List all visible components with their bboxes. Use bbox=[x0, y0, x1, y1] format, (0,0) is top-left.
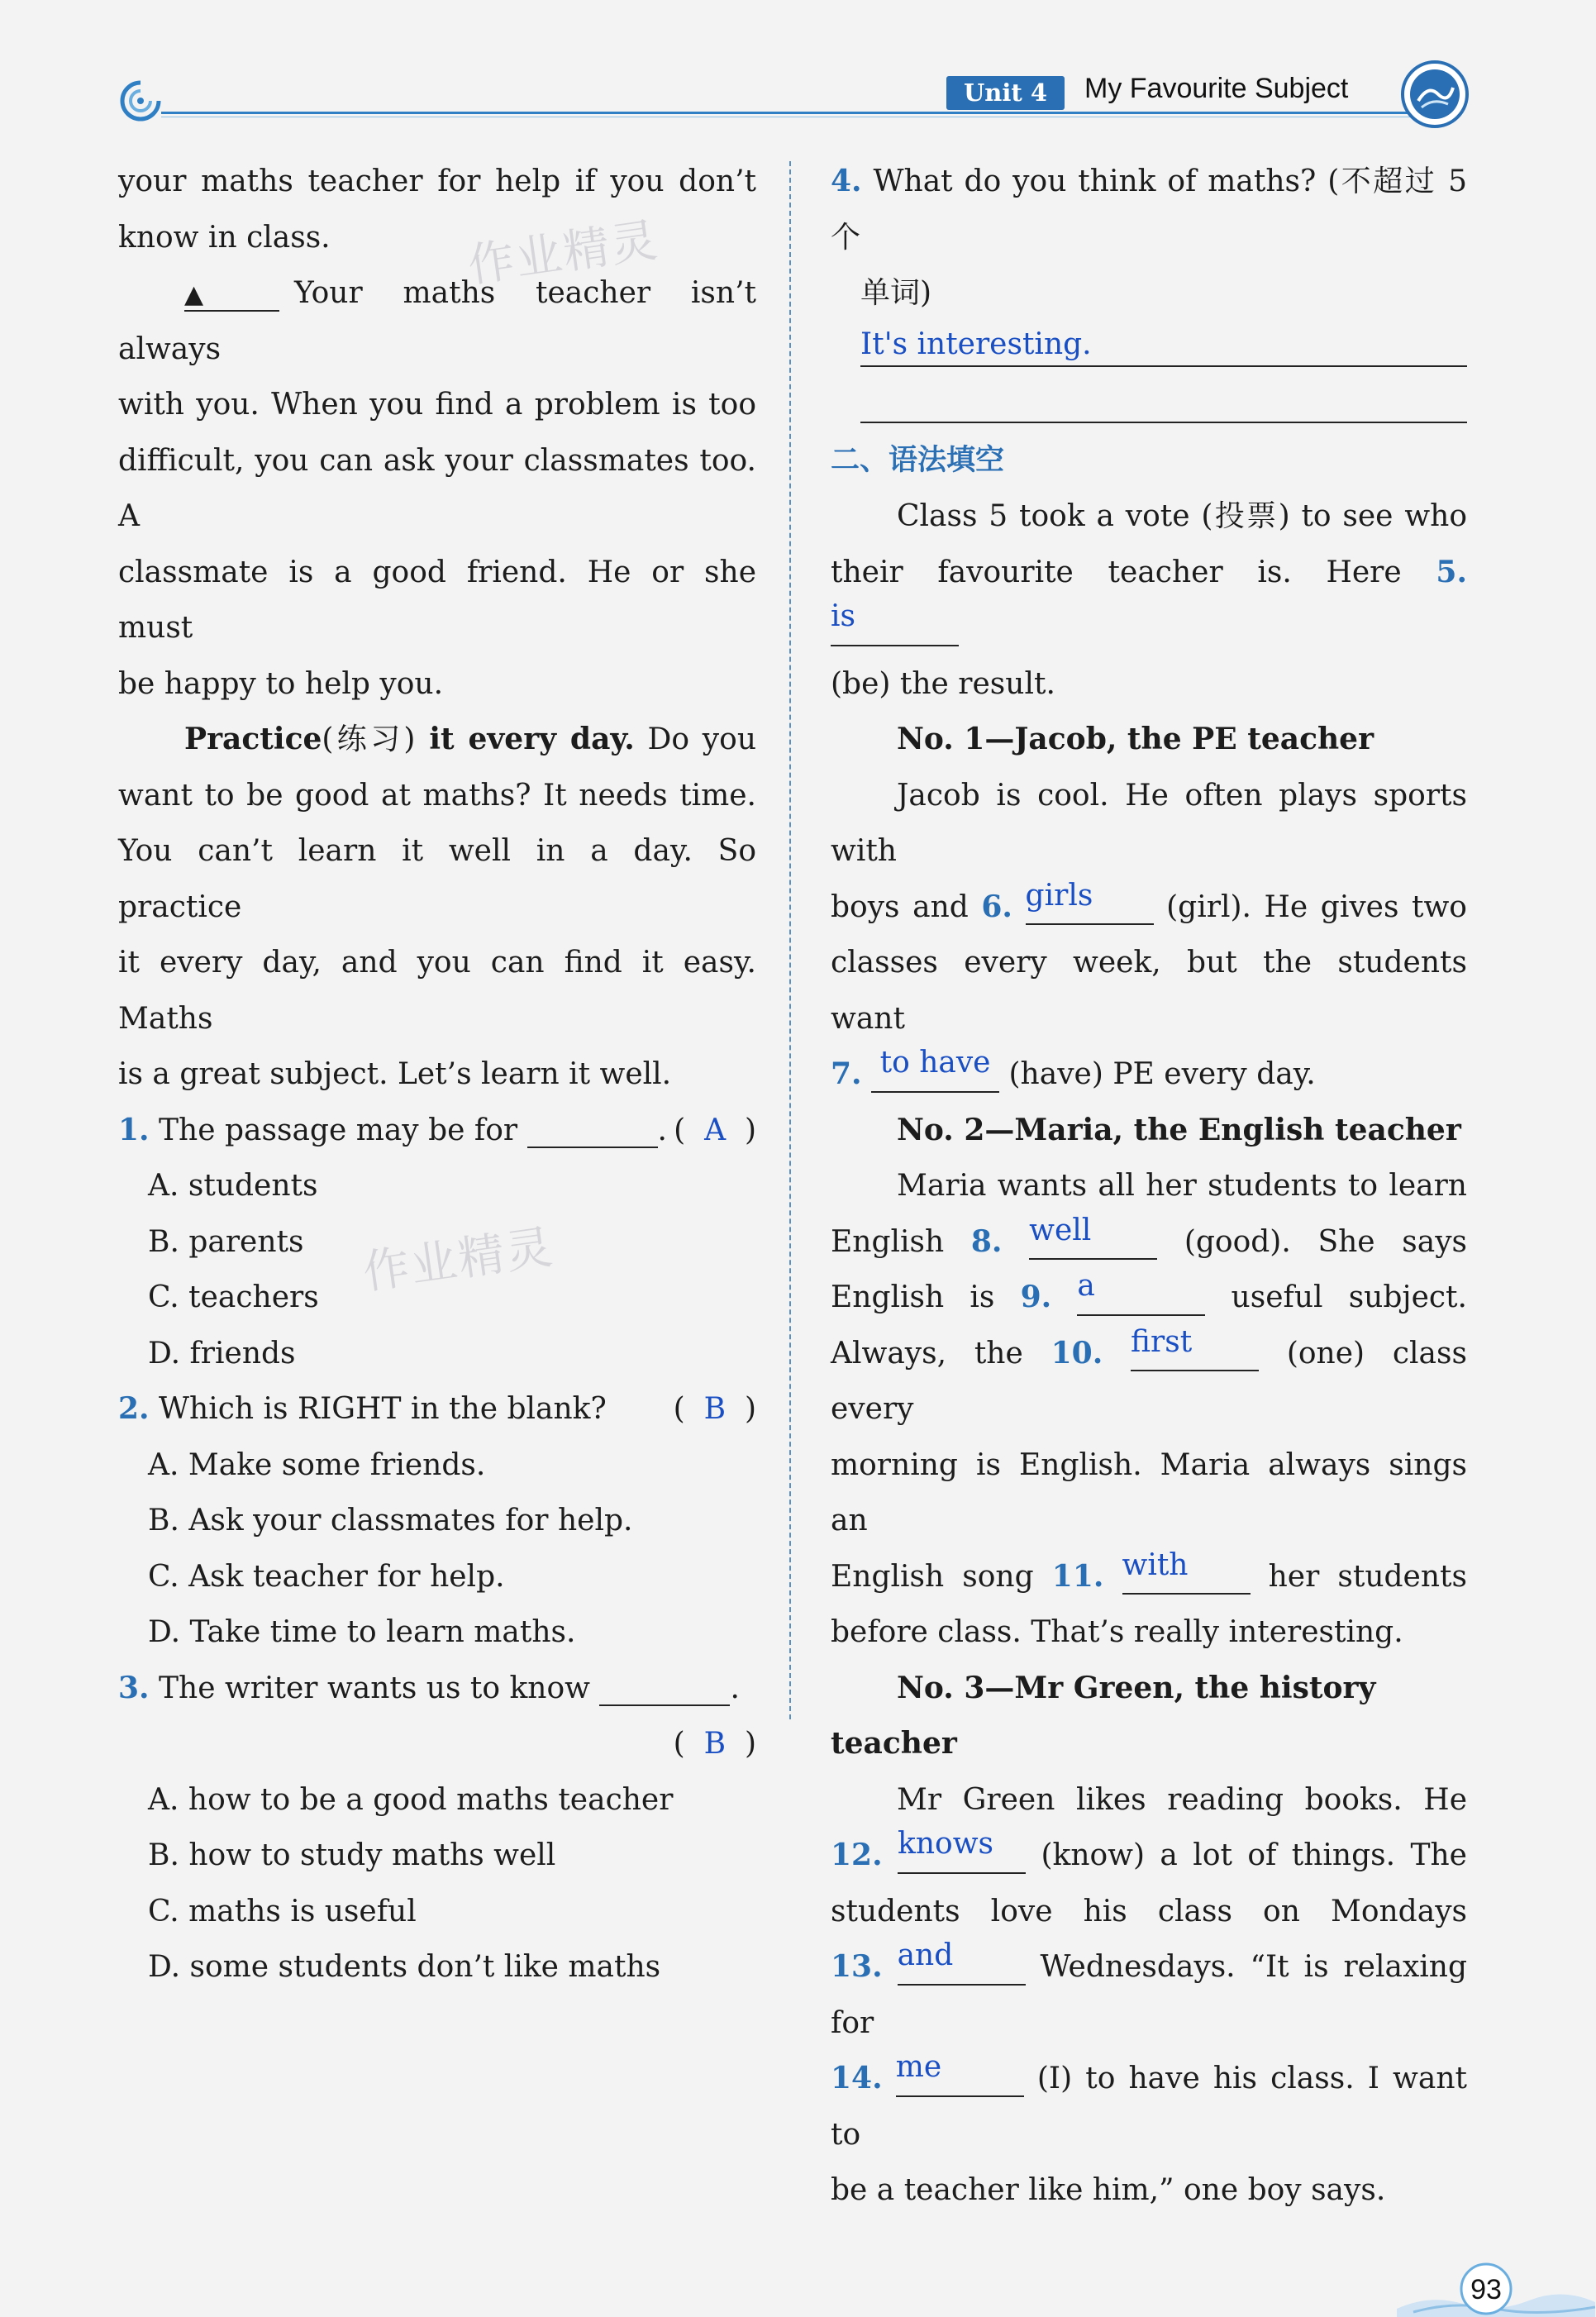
passage-line: students love his class on Mondays bbox=[831, 1894, 1467, 1928]
passage-line: classmate is a good friend. He or she must bbox=[118, 555, 756, 645]
answer-text: me bbox=[895, 2050, 942, 2084]
option: B. how to study maths well bbox=[148, 1838, 556, 1872]
passage-line bbox=[118, 265, 756, 377]
subheading: No. 1—Jacob, the PE teacher bbox=[897, 722, 1374, 756]
passage-text: (good). She says bbox=[1184, 1224, 1468, 1259]
option: C. teachers bbox=[148, 1280, 319, 1314]
option: D. Take time to learn maths. bbox=[148, 1615, 576, 1649]
passage-line: before class. That’s really interesting. bbox=[831, 1615, 1403, 1649]
answer-blank bbox=[871, 1046, 999, 1093]
subheading: No. 3—Mr Green, the history teacher bbox=[831, 1670, 1376, 1761]
answer-blank bbox=[860, 389, 1467, 423]
left-column bbox=[118, 154, 756, 1995]
passage-line: classes every week, but the students want bbox=[831, 946, 1467, 1036]
answer-text: It's interesting. bbox=[860, 327, 1092, 361]
passage-line bbox=[831, 1549, 1467, 1605]
question-number: 3. bbox=[118, 1670, 150, 1705]
answer-text: and bbox=[897, 1938, 954, 1972]
option: B. parents bbox=[148, 1224, 304, 1259]
answer-bracket: ( A ) bbox=[674, 1113, 756, 1147]
passage-text: English song bbox=[831, 1559, 1034, 1594]
blank-number: 7. bbox=[831, 1056, 862, 1091]
passage-text: (练习) bbox=[322, 722, 416, 756]
unit-badge: Unit 4 bbox=[946, 76, 1065, 110]
passage-text: Wednesdays. “It is relaxing for bbox=[831, 1950, 1467, 2040]
passage-text: Your maths teacher isn’t always bbox=[118, 276, 756, 366]
answer-text: A bbox=[704, 1113, 727, 1147]
passage-line bbox=[831, 2051, 1467, 2162]
answer-bracket: ( B ) bbox=[673, 1727, 756, 1761]
answer-text: B bbox=[703, 1392, 727, 1426]
answer-text: is bbox=[831, 599, 855, 633]
passage-text: boys and bbox=[831, 889, 969, 924]
answer-text: knows bbox=[898, 1827, 994, 1861]
passage-line: Class 5 took a vote (投票) to see who bbox=[897, 499, 1467, 533]
answer-blank bbox=[1029, 1213, 1157, 1261]
answer-blank bbox=[895, 2050, 1024, 2097]
answer-blank bbox=[897, 1938, 1026, 1986]
passage-line: Maria wants all her students to learn bbox=[897, 1169, 1467, 1203]
answer-blank bbox=[860, 327, 1467, 368]
passage-line: your maths teacher for help if you don’t bbox=[118, 164, 756, 198]
answer-blank bbox=[898, 1827, 1026, 1874]
watermark: 作业精灵 bbox=[360, 1220, 558, 1300]
question-number: 4. bbox=[831, 164, 862, 198]
option: A. Make some friends. bbox=[148, 1447, 486, 1482]
page-number: 93 bbox=[1470, 2274, 1502, 2305]
passage-text: her students bbox=[1268, 1559, 1467, 1594]
passage-line: You can’t learn it well in a day. So practice bbox=[118, 834, 756, 924]
passage-line: Jacob is cool. He often plays sports with bbox=[831, 778, 1467, 868]
question-text: 单词) bbox=[860, 276, 932, 310]
blank-number: 11. bbox=[1051, 1558, 1104, 1594]
passage-line: with you. When you find a problem is too bbox=[118, 388, 756, 422]
option: C. maths is useful bbox=[148, 1894, 417, 1928]
answer-text: to have bbox=[879, 1046, 991, 1080]
option: B. Ask your classmates for help. bbox=[148, 1504, 633, 1538]
column-divider bbox=[789, 161, 791, 1719]
triangle-icon: ▲ bbox=[184, 280, 204, 309]
answer-text: first bbox=[1131, 1324, 1193, 1359]
answer-blank bbox=[599, 1672, 730, 1707]
passage-line bbox=[118, 712, 756, 768]
answer-text: girls bbox=[1025, 878, 1093, 913]
passage-text: English is bbox=[831, 1280, 995, 1314]
question-text: What do you think of maths? (不超过 5 个 bbox=[831, 164, 1467, 255]
question-4 bbox=[831, 154, 1467, 265]
passage-line bbox=[831, 1214, 1467, 1271]
triangle-blank bbox=[184, 277, 279, 312]
passage-text: useful subject. bbox=[1231, 1280, 1467, 1314]
passage-text: English bbox=[831, 1224, 945, 1259]
blank-number: 12. bbox=[831, 1838, 883, 1872]
passage-text: (I) to have his class. I want to bbox=[831, 2062, 1467, 2152]
question-3 bbox=[118, 1661, 756, 1717]
publisher-seal-icon bbox=[1400, 60, 1470, 129]
header-rule bbox=[161, 112, 1446, 114]
blank-number: 8. bbox=[970, 1223, 1003, 1259]
passage-line: want to be good at maths? It needs time. bbox=[118, 778, 756, 813]
section-title: 二、语法填空 bbox=[831, 443, 1005, 477]
passage-line: morning is English. Maria always sings an bbox=[831, 1447, 1467, 1538]
passage-text: (one) class every bbox=[831, 1336, 1467, 1426]
blank-number: 14. bbox=[831, 2061, 883, 2095]
question-number: 1. bbox=[118, 1112, 150, 1147]
question-number: 2. bbox=[118, 1391, 150, 1426]
passage-line: be happy to help you. bbox=[118, 666, 444, 701]
blank-number: 10. bbox=[1051, 1335, 1103, 1371]
passage-line bbox=[831, 1828, 1467, 1884]
blank-number: 5. bbox=[1436, 554, 1467, 589]
answer-blank bbox=[1025, 878, 1154, 926]
passage-line: Mr Green likes reading books. He bbox=[897, 1782, 1467, 1817]
passage-line: is a great subject. Let’s learn it well. bbox=[118, 1057, 672, 1091]
option: D. friends bbox=[148, 1336, 296, 1371]
subheading: No. 2—Maria, the English teacher bbox=[897, 1112, 1461, 1147]
passage-line: (be) the result. bbox=[831, 666, 1055, 701]
unit-title: My Favourite Subject bbox=[1084, 73, 1349, 104]
passage-line bbox=[831, 1939, 1467, 2051]
answer-blank bbox=[527, 1114, 658, 1149]
option: D. some students don’t like maths bbox=[148, 1950, 661, 1984]
answer-line bbox=[831, 377, 1467, 433]
passage-text: their favourite teacher is. Here bbox=[831, 555, 1402, 589]
answer-text: a bbox=[1077, 1269, 1095, 1303]
option: A. students bbox=[148, 1169, 318, 1203]
answer-text: B bbox=[703, 1727, 727, 1761]
passage-line: it every day, and you can find it easy. Maths bbox=[118, 946, 756, 1036]
blank-number: 9. bbox=[1020, 1280, 1052, 1314]
answer-blank bbox=[1077, 1269, 1205, 1316]
question-1 bbox=[118, 1103, 756, 1159]
passage-line bbox=[831, 1046, 1467, 1103]
option: A. how to be a good maths teacher bbox=[148, 1782, 674, 1817]
passage-text: (know) a lot of things. The bbox=[1041, 1838, 1467, 1872]
answer-blank bbox=[831, 599, 959, 646]
passage-line bbox=[831, 1326, 1467, 1437]
passage-line: difficult, you can ask your classmates too. A bbox=[118, 443, 756, 533]
passage-line bbox=[831, 880, 1467, 936]
passage-text: Do you bbox=[634, 722, 756, 756]
passage-text: (girl). He gives two bbox=[1166, 889, 1467, 924]
answer-bracket: ( B ) bbox=[673, 1392, 756, 1426]
answer-text: with bbox=[1122, 1547, 1189, 1582]
passage-line: know in class. bbox=[118, 220, 331, 255]
passage-line bbox=[831, 1270, 1467, 1326]
answer-line bbox=[831, 322, 1467, 378]
answer-text: well bbox=[1029, 1213, 1092, 1247]
watermark: 作业精灵 bbox=[465, 213, 663, 293]
passage-line bbox=[831, 545, 1467, 656]
blank-number: 6. bbox=[981, 889, 1012, 924]
swirl-logo-icon bbox=[116, 76, 165, 126]
question-text: . bbox=[657, 1113, 667, 1147]
blank-number: 13. bbox=[831, 1949, 883, 1984]
bold-text: it every day. bbox=[415, 722, 635, 756]
right-column bbox=[831, 154, 1467, 2219]
option: C. Ask teacher for help. bbox=[148, 1559, 505, 1594]
question-text: The passage may be for bbox=[159, 1113, 518, 1147]
question-text: . bbox=[730, 1671, 740, 1705]
bold-text: Practice bbox=[184, 722, 322, 756]
answer-blank bbox=[1122, 1547, 1251, 1595]
question-text: Which is RIGHT in the blank? bbox=[159, 1392, 607, 1426]
question-text: The writer wants us to know bbox=[159, 1671, 590, 1705]
passage-text: Always, the bbox=[831, 1336, 1023, 1371]
question-2 bbox=[118, 1381, 756, 1437]
answer-blank bbox=[1131, 1324, 1259, 1372]
passage-text: (have) PE every day. bbox=[1008, 1057, 1316, 1091]
passage-line: be a teacher like him,” one boy says. bbox=[831, 2173, 1386, 2207]
